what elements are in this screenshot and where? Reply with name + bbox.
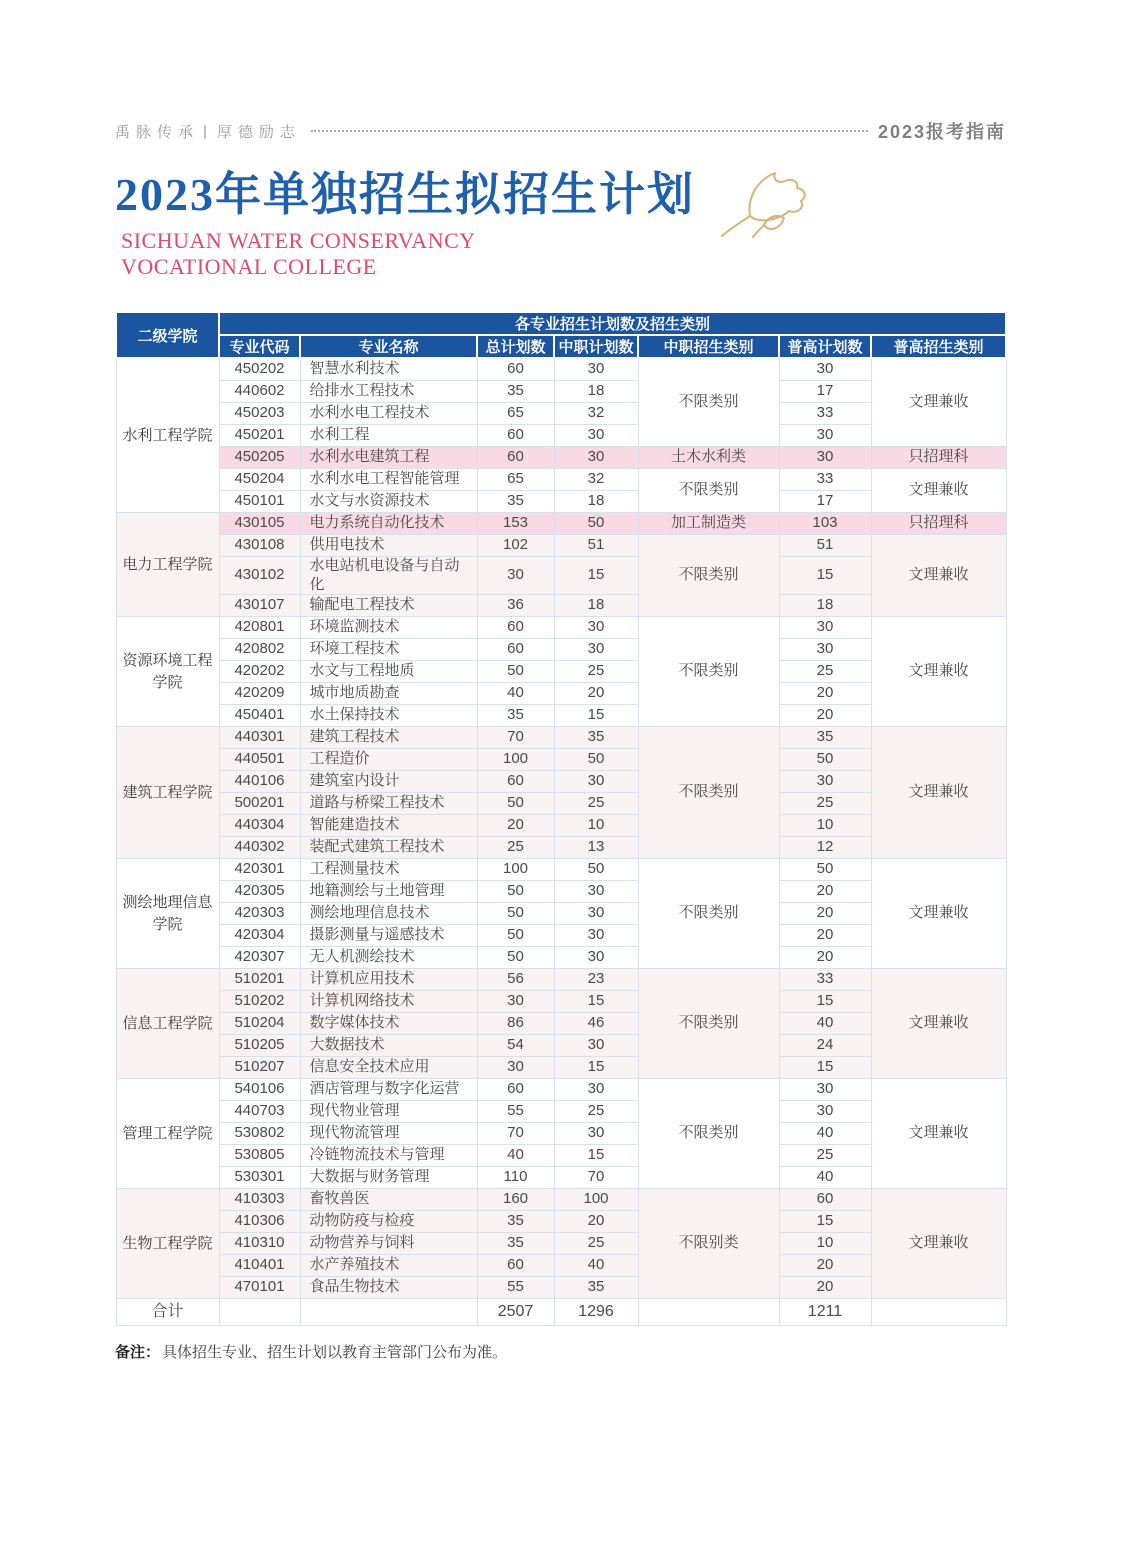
major-name-cell: 水利水电工程智能管理 [300,468,477,490]
zhongzhi-plan-cell: 30 [554,1035,638,1057]
major-name-cell: 电力系统自动化技术 [300,512,477,534]
ginkgo-leaf-icon [717,158,817,240]
major-code-cell: 420303 [219,903,300,925]
pugao-category-cell: 文理兼收 [871,358,1006,446]
pugao-plan-cell: 35 [779,727,871,749]
total-plan-cell: 50 [477,661,554,683]
table-row [116,468,1006,490]
zhongzhi-plan-cell: 50 [554,512,638,534]
pugao-category-cell: 文理兼收 [871,1079,1006,1189]
pugao-plan-cell: 15 [779,556,871,595]
major-code-cell: 430105 [219,512,300,534]
table-row [116,1079,1006,1101]
total-plan-cell: 70 [477,727,554,749]
zhongzhi-category-cell: 不限类别 [638,727,779,859]
zhongzhi-plan-cell: 30 [554,1123,638,1145]
major-name-cell: 水文与工程地质 [300,661,477,683]
major-name-cell: 城市地质勘查 [300,683,477,705]
guide-label: 2023报考指南 [877,122,1006,142]
major-code-cell: 420801 [219,617,300,639]
major-name-cell: 现代物流管理 [300,1123,477,1145]
pugao-plan-cell: 20 [779,947,871,969]
major-name-cell: 水利工程 [300,424,477,446]
pugao-plan-cell: 33 [779,468,871,490]
zhongzhi-category-cell: 不限类别 [638,468,779,512]
zhongzhi-plan-cell: 18 [554,380,638,402]
total-row [116,1299,1006,1326]
zhongzhi-category-cell: 不限类别 [638,1079,779,1189]
pugao-plan-cell: 10 [779,815,871,837]
zhongzhi-plan-cell: 15 [554,1057,638,1079]
total-plan-cell: 160 [477,1189,554,1211]
major-name-cell: 建筑室内设计 [300,771,477,793]
pugao-category-cell: 只招理科 [871,512,1006,534]
pugao-plan-cell: 40 [779,1013,871,1035]
total-plan-cell: 50 [477,925,554,947]
pugao-plan-cell: 25 [779,793,871,815]
major-code-cell: 410310 [219,1233,300,1255]
zhongzhi-plan-cell: 15 [554,556,638,595]
major-code-cell: 440703 [219,1101,300,1123]
zhongzhi-plan-cell: 30 [554,771,638,793]
total-plan-cell: 60 [477,771,554,793]
pugao-category-cell: 文理兼收 [871,727,1006,859]
zhongzhi-plan-cell: 25 [554,661,638,683]
pugao-sum-cell: 1211 [779,1299,871,1326]
pugao-plan-cell: 15 [779,1057,871,1079]
major-name-cell: 输配电工程技术 [300,595,477,617]
major-code-cell: 510207 [219,1057,300,1079]
zhongzhi-category-cell: 不限类别 [638,969,779,1079]
major-code-cell: 510201 [219,969,300,991]
table-top-header: 各专业招生计划数及招生类别 [219,312,1006,335]
total-empty-code-cell [219,1299,300,1326]
major-code-cell: 420802 [219,639,300,661]
pugao-plan-cell: 25 [779,1145,871,1167]
major-name-cell: 冷链物流技术与管理 [300,1145,477,1167]
major-code-cell: 530805 [219,1145,300,1167]
major-name-cell: 酒店管理与数字化运营 [300,1079,477,1101]
major-code-cell: 420304 [219,925,300,947]
major-code-cell: 470101 [219,1277,300,1299]
col-header-7: 普高招生类别 [871,335,1006,358]
major-code-cell: 530802 [219,1123,300,1145]
major-name-cell: 计算机网络技术 [300,991,477,1013]
major-code-cell: 510204 [219,1013,300,1035]
total-plan-cell: 65 [477,468,554,490]
pugao-category-cell: 文理兼收 [871,468,1006,512]
major-name-cell: 工程造价 [300,749,477,771]
total-plan-cell: 110 [477,1167,554,1189]
zhongzhi-category-cell: 加工制造类 [638,512,779,534]
pugao-plan-cell: 30 [779,1079,871,1101]
major-name-cell: 建筑工程技术 [300,727,477,749]
total-plan-cell: 60 [477,1079,554,1101]
pugao-plan-cell: 30 [779,1101,871,1123]
major-name-cell: 动物营养与饲料 [300,1233,477,1255]
slogan-left: 禹脉传承 [115,123,200,141]
total-plan-cell: 30 [477,991,554,1013]
pugao-plan-cell: 30 [779,446,871,468]
major-name-cell: 无人机测绘技术 [300,947,477,969]
zhongzhi-plan-cell: 25 [554,793,638,815]
zhongzhi-category-cell: 不限类别 [638,534,779,617]
major-name-cell: 地籍测绘与土地管理 [300,881,477,903]
major-code-cell: 420209 [219,683,300,705]
zhongzhi-plan-cell: 15 [554,991,638,1013]
zhongzhi-plan-cell: 30 [554,947,638,969]
zhongzhi-plan-cell: 35 [554,727,638,749]
total-plan-cell: 50 [477,947,554,969]
major-name-cell: 计算机应用技术 [300,969,477,991]
major-code-cell: 410303 [219,1189,300,1211]
pugao-plan-cell: 30 [779,617,871,639]
major-name-cell: 水文与水资源技术 [300,490,477,512]
total-plan-cell: 35 [477,1233,554,1255]
total-empty-pugao-cat-cell [871,1299,1006,1326]
zhongzhi-plan-cell: 25 [554,1233,638,1255]
zhongzhi-category-cell: 不限类别 [638,859,779,969]
college-cell: 建筑工程学院 [116,727,219,859]
page-subtitle [121,228,695,282]
major-code-cell: 430108 [219,534,300,556]
zhongzhi-category-cell: 不限类别 [638,617,779,727]
college-cell: 电力工程学院 [116,512,219,617]
pugao-category-cell: 文理兼收 [871,617,1006,727]
total-plan-cell: 100 [477,749,554,771]
total-plan-cell: 25 [477,837,554,859]
zhongzhi-plan-cell: 13 [554,837,638,859]
total-plan-cell: 54 [477,1035,554,1057]
major-name-cell: 数字媒体技术 [300,1013,477,1035]
major-name-cell: 动物防疫与检疫 [300,1211,477,1233]
pugao-plan-cell: 20 [779,705,871,727]
col-header-college: 二级学院 [116,312,219,358]
major-code-cell: 440304 [219,815,300,837]
major-code-cell: 450201 [219,424,300,446]
subtitle-line-2: VOCATIONAL COLLEGE [121,254,377,280]
zhongzhi-plan-cell: 23 [554,969,638,991]
major-name-cell: 食品生物技术 [300,1277,477,1299]
total-plan-cell: 30 [477,1057,554,1079]
zhongzhi-plan-cell: 10 [554,815,638,837]
pugao-plan-cell: 103 [779,512,871,534]
total-plan-cell: 20 [477,815,554,837]
major-code-cell: 420305 [219,881,300,903]
zhongzhi-plan-cell: 50 [554,859,638,881]
college-cell: 管理工程学院 [116,1079,219,1189]
major-name-cell: 水利水电建筑工程 [300,446,477,468]
major-code-cell: 450204 [219,468,300,490]
col-header-1: 专业代码 [219,335,300,358]
major-name-cell: 智能建造技术 [300,815,477,837]
major-code-cell: 450101 [219,490,300,512]
table-row [116,617,1006,639]
footnote-label: 备注： [115,1344,161,1362]
zhongzhi-plan-cell: 46 [554,1013,638,1035]
pugao-plan-cell: 33 [779,969,871,991]
total-empty-name-cell [300,1299,477,1326]
col-header-6: 普高计划数 [779,335,871,358]
total-plan-cell: 35 [477,1211,554,1233]
major-code-cell: 510202 [219,991,300,1013]
pugao-plan-cell: 30 [779,771,871,793]
pugao-plan-cell: 12 [779,837,871,859]
zhongzhi-plan-cell: 30 [554,424,638,446]
college-cell: 测绘地理信息学院 [116,859,219,969]
major-name-cell: 信息安全技术应用 [300,1057,477,1079]
zhongzhi-plan-cell: 30 [554,903,638,925]
major-code-cell: 510205 [219,1035,300,1057]
total-plan-cell: 102 [477,534,554,556]
major-code-cell: 540106 [219,1079,300,1101]
zhongzhi-plan-cell: 51 [554,534,638,556]
major-code-cell: 440302 [219,837,300,859]
pugao-plan-cell: 50 [779,859,871,881]
total-plan-cell: 56 [477,969,554,991]
zhongzhi-plan-cell: 20 [554,1211,638,1233]
zhongzhi-plan-cell: 20 [554,683,638,705]
total-plan-cell: 50 [477,881,554,903]
pugao-category-cell: 只招理科 [871,446,1006,468]
major-name-cell: 水利水电工程技术 [300,402,477,424]
college-cell: 水利工程学院 [116,358,219,512]
college-cell: 资源环境工程学院 [116,617,219,727]
slogan-divider: | [203,122,207,140]
zhongzhi-plan-cell: 50 [554,749,638,771]
total-plan-cell: 35 [477,380,554,402]
pugao-plan-cell: 20 [779,1255,871,1277]
major-code-cell: 420301 [219,859,300,881]
college-cell: 信息工程学院 [116,969,219,1079]
pugao-plan-cell: 60 [779,1189,871,1211]
zhongzhi-plan-cell: 30 [554,881,638,903]
total-plan-cell: 40 [477,1145,554,1167]
total-plan-cell: 50 [477,903,554,925]
major-code-cell: 440501 [219,749,300,771]
major-code-cell: 440106 [219,771,300,793]
table-row [116,969,1006,991]
major-name-cell: 测绘地理信息技术 [300,903,477,925]
pugao-plan-cell: 25 [779,661,871,683]
pugao-plan-cell: 30 [779,424,871,446]
pugao-plan-cell: 15 [779,991,871,1013]
major-code-cell: 450205 [219,446,300,468]
major-code-cell: 430102 [219,556,300,595]
zhongzhi-plan-cell: 30 [554,446,638,468]
pugao-plan-cell: 33 [779,402,871,424]
pugao-plan-cell: 15 [779,1211,871,1233]
pugao-category-cell: 文理兼收 [871,859,1006,969]
major-name-cell: 工程测量技术 [300,859,477,881]
enrollment-plan-table [115,311,1007,1326]
col-header-2: 专业名称 [300,335,477,358]
total-empty-zhongzhi-cat-cell [638,1299,779,1326]
major-name-cell: 大数据与财务管理 [300,1167,477,1189]
pugao-plan-cell: 10 [779,1233,871,1255]
zhongzhi-plan-cell: 35 [554,1277,638,1299]
total-plan-cell: 70 [477,1123,554,1145]
table-header [116,312,1006,358]
table-row [116,859,1006,881]
pugao-plan-cell: 51 [779,534,871,556]
major-name-cell: 智慧水利技术 [300,358,477,380]
zhongzhi-plan-cell: 25 [554,1101,638,1123]
table-row [116,512,1006,534]
zhongzhi-sum-cell: 1296 [554,1299,638,1326]
zhongzhi-plan-cell: 15 [554,1145,638,1167]
subtitle-line-1: SICHUAN WATER CONSERVANCY [121,227,476,253]
pugao-plan-cell: 20 [779,881,871,903]
dotted-leader-line [311,130,868,132]
total-plan-cell: 35 [477,705,554,727]
zhongzhi-plan-cell: 18 [554,595,638,617]
footnote-text: 具体招生专业、招生计划以教育主管部门公布为准。 [162,1344,508,1362]
zhongzhi-plan-cell: 40 [554,1255,638,1277]
pugao-plan-cell: 18 [779,595,871,617]
major-code-cell: 500201 [219,793,300,815]
zhongzhi-plan-cell: 100 [554,1189,638,1211]
major-name-cell: 水电站机电设备与自动化 [300,556,477,595]
pugao-category-cell: 文理兼收 [871,1189,1006,1299]
total-plan-cell: 60 [477,639,554,661]
pugao-plan-cell: 20 [779,903,871,925]
pugao-plan-cell: 24 [779,1035,871,1057]
pugao-plan-cell: 17 [779,380,871,402]
pugao-plan-cell: 20 [779,1277,871,1299]
major-name-cell: 装配式建筑工程技术 [300,837,477,859]
major-code-cell: 530301 [219,1167,300,1189]
pugao-plan-cell: 40 [779,1123,871,1145]
major-name-cell: 摄影测量与遥感技术 [300,925,477,947]
title-block [115,170,1006,281]
major-code-cell: 450202 [219,358,300,380]
zhongzhi-plan-cell: 30 [554,617,638,639]
slogan-right: 厚德励志 [216,123,301,141]
total-plan-cell: 35 [477,490,554,512]
pugao-category-cell: 文理兼收 [871,534,1006,617]
total-plan-cell: 36 [477,595,554,617]
zhongzhi-category-cell: 土木水利类 [638,446,779,468]
total-plan-cell: 60 [477,617,554,639]
major-code-cell: 440301 [219,727,300,749]
total-plan-cell: 153 [477,512,554,534]
total-plan-cell: 65 [477,402,554,424]
major-name-cell: 现代物业管理 [300,1101,477,1123]
total-plan-cell: 86 [477,1013,554,1035]
footnote [115,1341,1006,1362]
total-plan-cell: 40 [477,683,554,705]
major-code-cell: 420202 [219,661,300,683]
table-row [116,358,1006,380]
total-plan-cell: 60 [477,424,554,446]
col-header-5: 中职招生类别 [638,335,779,358]
zhongzhi-plan-cell: 18 [554,490,638,512]
total-plan-cell: 60 [477,446,554,468]
pugao-plan-cell: 30 [779,358,871,380]
pugao-plan-cell: 40 [779,1167,871,1189]
total-plan-cell: 60 [477,1255,554,1277]
major-code-cell: 420307 [219,947,300,969]
major-code-cell: 430107 [219,595,300,617]
major-name-cell: 畜牧兽医 [300,1189,477,1211]
table-row [116,1189,1006,1211]
major-name-cell: 环境工程技术 [300,639,477,661]
total-plan-cell: 100 [477,859,554,881]
total-plan-cell: 30 [477,556,554,595]
table-row [116,446,1006,468]
major-name-cell: 供用电技术 [300,534,477,556]
zhongzhi-plan-cell: 30 [554,358,638,380]
pugao-plan-cell: 30 [779,639,871,661]
pugao-plan-cell: 17 [779,490,871,512]
major-name-cell: 大数据技术 [300,1035,477,1057]
total-plan-sum-cell: 2507 [477,1299,554,1326]
total-plan-cell: 50 [477,793,554,815]
major-code-cell: 450203 [219,402,300,424]
major-name-cell: 给排水工程技术 [300,380,477,402]
college-cell: 生物工程学院 [116,1189,219,1299]
pugao-plan-cell: 20 [779,925,871,947]
major-name-cell: 道路与桥梁工程技术 [300,793,477,815]
major-name-cell: 水产养殖技术 [300,1255,477,1277]
pugao-category-cell: 文理兼收 [871,969,1006,1079]
total-plan-cell: 55 [477,1277,554,1299]
table-row [116,727,1006,749]
table-row [116,534,1006,556]
pugao-plan-cell: 20 [779,683,871,705]
col-header-3: 总计划数 [477,335,554,358]
major-code-cell: 410306 [219,1211,300,1233]
total-label-cell: 合计 [116,1299,219,1326]
zhongzhi-plan-cell: 30 [554,1079,638,1101]
zhongzhi-category-cell: 不限类别 [638,358,779,446]
col-header-4: 中职计划数 [554,335,638,358]
major-name-cell: 水土保持技术 [300,705,477,727]
zhongzhi-plan-cell: 30 [554,639,638,661]
zhongzhi-plan-cell: 30 [554,925,638,947]
major-name-cell: 环境监测技术 [300,617,477,639]
major-code-cell: 410401 [219,1255,300,1277]
major-code-cell: 450401 [219,705,300,727]
total-plan-cell: 55 [477,1101,554,1123]
zhongzhi-plan-cell: 32 [554,468,638,490]
pugao-plan-cell: 50 [779,749,871,771]
zhongzhi-plan-cell: 15 [554,705,638,727]
zhongzhi-plan-cell: 70 [554,1167,638,1189]
major-code-cell: 440602 [219,380,300,402]
zhongzhi-category-cell: 不限别类 [638,1189,779,1299]
page-title: 2023年单独招生拟招生计划 [115,169,695,220]
total-plan-cell: 60 [477,358,554,380]
zhongzhi-plan-cell: 32 [554,402,638,424]
page-header [115,118,1006,144]
